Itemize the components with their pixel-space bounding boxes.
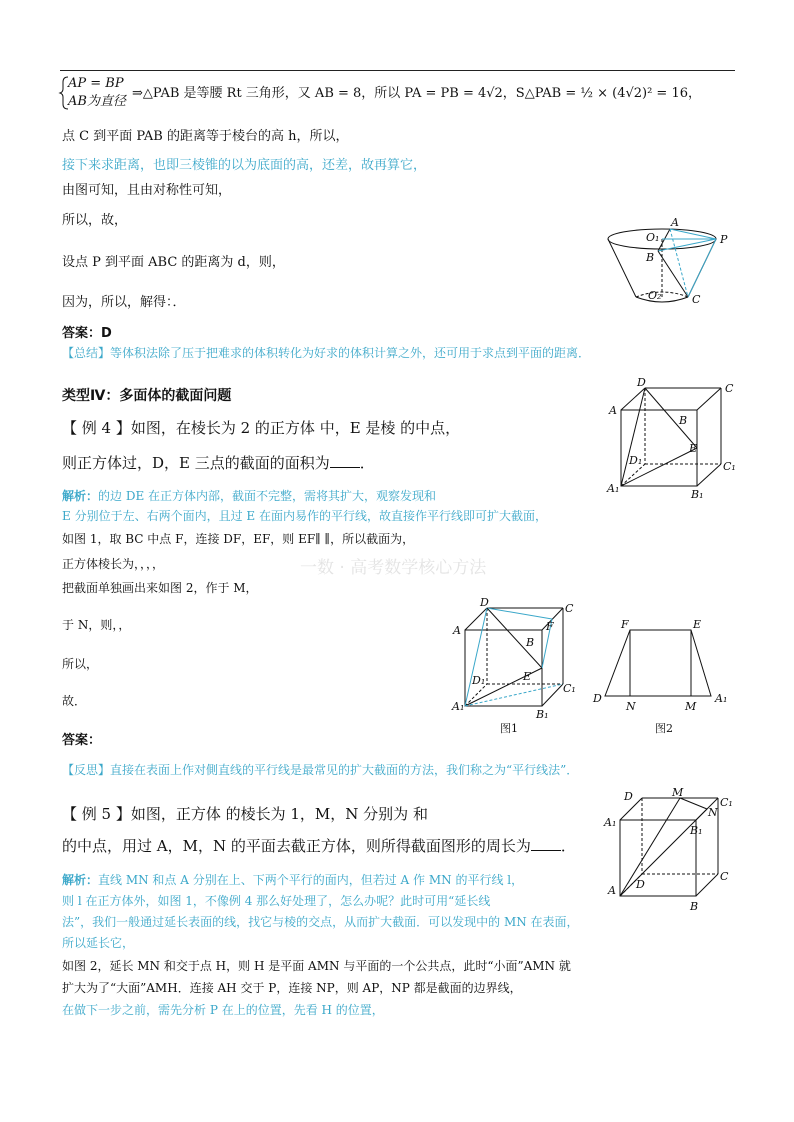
summary-tag: 【总结】 <box>62 346 111 360</box>
cube4-A1: A₁ <box>607 482 620 495</box>
solution-5-line-7: 在做下一步之前，需先分析 P 在上的位置，先看 H 的位置， <box>62 1003 384 1017</box>
watermark: 一数 · 高考数学核心方法 <box>300 558 487 578</box>
example-5-end: ． <box>560 837 576 855</box>
answer-1: 答案：D <box>62 326 112 341</box>
summary <box>62 345 590 361</box>
example-5-line-2 <box>62 838 576 854</box>
fig1-A1: A₁ <box>452 700 465 713</box>
solution-4-line-5: 把截面单独画出来如图 2，作于 M， <box>62 581 258 595</box>
solution-4-line-6: 于 N，则，， <box>62 618 131 632</box>
header-rule <box>60 70 735 71</box>
fig1-D: D <box>480 596 489 609</box>
fig2-E: E <box>693 618 702 631</box>
solution-5-line-5: 如图 2，延长 MN 和交于点 H，则 H 是平面 AMN 与平面的一个公共点，此时“小面”AMN 就 <box>62 959 571 973</box>
fig1-A: A <box>453 624 461 637</box>
cube5-A: A <box>608 884 616 897</box>
cube5-M: M <box>672 786 684 799</box>
fig2-F: F <box>621 618 629 631</box>
cube5-C1: C₁ <box>720 796 733 809</box>
cube-figure-ex4 <box>605 376 740 505</box>
answer-blank <box>330 455 360 468</box>
solution-4-line-8: 故． <box>62 694 87 708</box>
label-O1: O₁ <box>646 231 660 244</box>
fig2-A1: A₁ <box>715 692 728 705</box>
reflection <box>62 762 578 778</box>
line-4: 由图可知，且由对称性可知， <box>62 183 232 198</box>
fig1-D1: D₁ <box>472 674 486 687</box>
label-C: C <box>692 293 701 306</box>
example-4-text: 则正方体过，D，E 三点的截面的面积为 <box>62 454 330 472</box>
cube4-D: D <box>637 376 646 389</box>
section-title: 类型Ⅳ：多面体的截面问题 <box>62 388 232 404</box>
solution-5-line-1 <box>62 872 523 888</box>
example-4-line-1: 【 例 4 】如图，在棱长为 2 的正方体 中，E 是棱 的中点， <box>62 419 461 437</box>
line-6: 设点 P 到平面 ABC 的距离为 d，则， <box>62 255 285 270</box>
solution-5-line-4: 所以延长它， <box>62 936 135 950</box>
example-4-line-2 <box>62 455 375 471</box>
reflect-tag: 【反思】 <box>62 763 111 777</box>
example-5-text: 的中点，用过 A，M，N 的平面去截正方体，则所得截面图形的周长为 <box>62 837 531 855</box>
example-5-line-1: 【 例 5 】如图，正方体 的棱长为 1，M，N 分别为 和 <box>62 805 428 823</box>
solution-4-line-3: 如图 1，取 BC 中点 F，连接 DF，EF，则 EF∥ ∥，所以截面为， <box>62 532 415 546</box>
solution-4-text-1: 的边 DE 在正方体内部，截面不完整，需将其扩大，观察发现和 <box>98 489 437 503</box>
cube4-D1: D₁ <box>629 454 643 467</box>
cube5-D: D <box>624 790 633 803</box>
fig1-F: F <box>546 620 554 633</box>
cube5-B1: B₁ <box>690 824 703 837</box>
fig2-D: D <box>593 692 602 705</box>
fig1-C: C <box>565 602 574 615</box>
frustum-figure <box>600 215 740 315</box>
cube4-A: A <box>609 404 617 417</box>
line-7: 因为，所以，解得：． <box>62 295 186 310</box>
cube5-N: N <box>708 806 718 819</box>
fig2-M: M <box>685 700 697 713</box>
fig1-C1: C₁ <box>563 682 576 695</box>
cube4-C: C <box>725 382 734 395</box>
system-bottom: AB为直径 <box>68 94 126 109</box>
answer-2: 答案： <box>62 733 102 748</box>
line-1-text: ⇒△PAB 是等腰 Rt 三角形，又 AB = 8，所以 PA = PB = 4√2，S△PAB = ½ × (4√2)² = 16， <box>132 86 702 101</box>
solution-4-line-1 <box>62 488 436 504</box>
cube5-A1: A₁ <box>604 816 617 829</box>
label-P: P <box>720 233 728 246</box>
figure-2 <box>585 610 740 738</box>
line-5: 所以，故， <box>62 213 128 228</box>
cube4-B: B <box>679 414 688 427</box>
solution-5-line-2: 则 l 在正方体外，如图 1，不像例 4 那么好处理了，怎么办呢？此时可用“延长线 <box>62 894 491 908</box>
solution-5-line-6: 扩大为了“大面”AMH．连接 AH 交于 P，连接 NP，则 AP，NP 都是截面的边界线， <box>62 981 522 995</box>
solution-4-line-4: 正方体棱长为，，，， <box>62 557 165 571</box>
solution-5-line-3: 法”，我们一般通过延长表面的线，找它与棱的交点，从而扩大截面．可以发现中的 MN 在表面， <box>62 915 579 929</box>
cube-figure-ex5 <box>600 786 740 915</box>
label-A: A <box>671 216 679 229</box>
solution-4-line-2: E 分别位于左、右两个面内，且过 E 在面内易作的平行线，故直接作平行线即可扩大截面， <box>62 509 547 523</box>
fig2-caption: 图2 <box>655 722 673 735</box>
label-O2: O₂ <box>648 289 662 302</box>
cube4-E: E <box>689 442 698 455</box>
fig1-E: E <box>523 670 532 683</box>
fig1-caption: 图1 <box>500 722 518 735</box>
summary-text: 等体积法除了压于把难求的体积转化为好求的体积计算之外，还可用于求点到平面的距离． <box>110 346 591 360</box>
line-2: 点 C 到平面 PAB 的距离等于棱台的高 h，所以， <box>62 129 349 144</box>
solution-5-label: 解析： <box>62 873 99 887</box>
line-3: 接下来求距离，也即三棱锥的以为底面的高，还差，故再算它， <box>62 158 427 173</box>
cube4-C1: C₁ <box>723 460 736 473</box>
fig2-N: N <box>626 700 636 713</box>
cube5-B: B <box>690 900 699 913</box>
reflect-text: 直接在表面上作对側直线的平行线是最常见的扩大截面的方法，我们称之为“平行线法”． <box>110 763 579 777</box>
fig1-B: B <box>526 636 535 649</box>
fig1-B1: B₁ <box>536 708 549 721</box>
cube4-B1: B₁ <box>691 488 704 501</box>
cube5-Dl: D <box>636 878 645 891</box>
example-4-end: ． <box>359 454 375 472</box>
figure-1 <box>450 596 580 740</box>
solution-4-line-7: 所以， <box>62 657 99 671</box>
solution-5-text-1: 直线 MN 和点 A 分别在上、下两个平行的面内，但若过 A 作 MN 的平行线 l， <box>98 873 524 887</box>
label-B: B <box>646 251 655 264</box>
answer-blank-5 <box>531 838 561 851</box>
solution-4-label: 解析： <box>62 489 99 503</box>
cube5-C: C <box>720 870 729 883</box>
system-top: AP = BP <box>68 76 124 91</box>
